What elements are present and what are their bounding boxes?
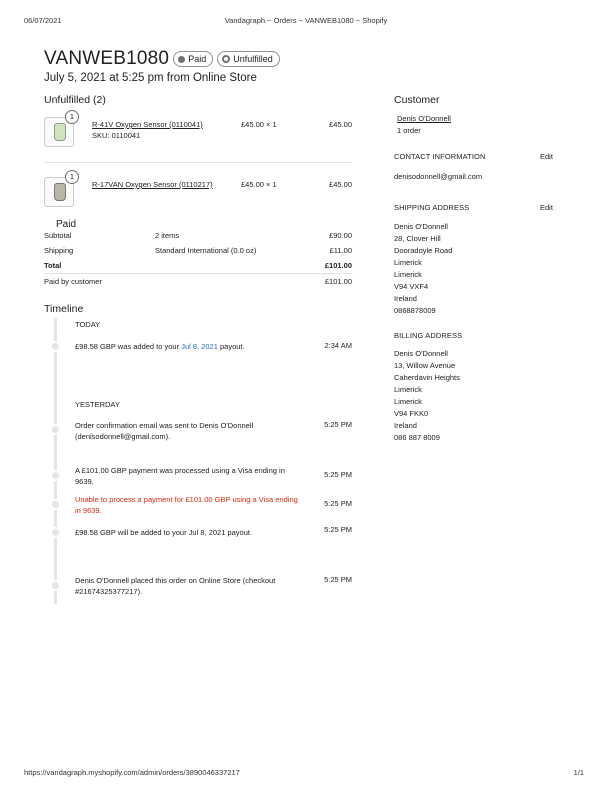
timeline-dot	[50, 341, 61, 352]
timeline-title: Timeline	[44, 303, 84, 315]
timeline-dot	[50, 470, 61, 481]
total-value: £101.00	[324, 261, 352, 270]
timeline-time: 5:25 PM	[324, 470, 352, 479]
order-number: VANWEB1080	[44, 48, 170, 69]
product-sku: SKU: 0110041	[92, 131, 141, 140]
total-row	[44, 261, 352, 273]
timeline-time: 5:25 PM	[324, 575, 352, 584]
timeline-day-yesterday: YESTERDAY	[75, 400, 120, 409]
contact-info-heading: CONTACT INFORMATION	[394, 152, 486, 161]
line-item	[44, 112, 352, 151]
print-page-number: 1/1	[573, 768, 584, 777]
customer-orders: 1 order	[397, 126, 421, 135]
address-line: 086 887 8009	[394, 433, 440, 442]
paid-value: £101.00	[324, 277, 352, 286]
timeline-event: £98.58 GBP will be added to your Jul 8, 2021 payout.	[75, 528, 253, 537]
timeline-event-error: Unable to process a payment for £101.00 GBP using a Visa ending in 9639.	[75, 495, 298, 515]
timeline-dot	[50, 424, 61, 435]
shipping-row	[44, 246, 352, 258]
line-total: £45.00	[329, 120, 352, 129]
line-item	[44, 172, 352, 211]
address-line: 0868878009	[394, 306, 436, 315]
print-date: 06/07/2021	[24, 16, 62, 25]
address-line: Ireland	[394, 421, 417, 430]
customer-summary	[397, 113, 557, 137]
payment-title: Paid	[56, 219, 77, 230]
address-line: Dooradoyle Road	[394, 246, 453, 255]
unit-price: £45.00 × 1	[241, 120, 277, 129]
address-line: Denis O'Donnell	[394, 222, 448, 231]
product-link[interactable]: R-41V Oxygen Sensor (0110041)	[92, 120, 203, 129]
unit-price: £45.00 × 1	[241, 180, 277, 189]
edit-contact-button[interactable]: Edit	[540, 152, 553, 161]
shipping-address	[394, 221, 554, 317]
payment-status-badge	[173, 51, 213, 67]
order-header	[44, 48, 280, 70]
unfulfilled-ring-icon	[222, 55, 230, 63]
timeline-time: 5:25 PM	[324, 525, 352, 534]
product-thumbnail[interactable]	[44, 112, 75, 147]
sensor-image-icon	[54, 123, 66, 141]
timeline-time: 2:34 AM	[324, 341, 352, 350]
edit-shipping-button[interactable]: Edit	[540, 203, 553, 212]
timeline-event: £98.58 GBP was added to your Jul 8, 2021 payout.	[75, 342, 245, 351]
subtotal-label: Subtotal	[44, 231, 72, 240]
address-line: V94 VXF4	[394, 282, 429, 291]
divider	[44, 162, 352, 163]
billing-address	[394, 348, 554, 444]
address-line: 13, Willow Avenue	[394, 361, 456, 370]
timeline-dot	[50, 527, 61, 538]
shipping-address-heading: SHIPPING ADDRESS	[394, 203, 470, 212]
paid-dot-icon	[178, 56, 185, 63]
address-line: V94 FKK0	[394, 409, 429, 418]
print-url: https://vandagraph.myshopify.com/admin/orders/3890046337217	[24, 768, 240, 777]
payment-status-label: Paid	[188, 54, 207, 64]
line-total: £45.00	[329, 180, 352, 189]
timeline-event: Order confirmation email was sent to Denis O'Donnell (denisodonnell@gmail.com).	[75, 421, 254, 441]
timeline-time: 5:25 PM	[324, 420, 352, 429]
quantity-badge: 1	[65, 110, 79, 124]
subtotal-value: £90.00	[329, 231, 352, 240]
address-line: Ireland	[394, 294, 417, 303]
paid-row	[44, 277, 352, 289]
timeline-time: 5:25 PM	[324, 499, 352, 508]
shipping-value: £11.00	[329, 246, 352, 255]
address-line: Denis O'Donnell	[394, 349, 448, 358]
paid-label: Paid by customer	[44, 277, 102, 286]
address-line: 28, Clover Hill	[394, 234, 441, 243]
address-line: Limerick	[394, 385, 422, 394]
timeline-event: A £101.00 GBP payment was processed using a Visa ending in 9639.	[75, 466, 285, 486]
total-label: Total	[44, 261, 62, 270]
timeline-line	[54, 318, 57, 604]
subtotal-row	[44, 231, 352, 243]
timeline-event: Denis O'Donnell placed this order on Online Store (checkout #21674325377217).	[75, 576, 276, 596]
contact-email[interactable]: denisodonnell@gmail.com	[394, 172, 483, 181]
payout-link[interactable]: Jul 8, 2021	[181, 342, 218, 351]
address-line: Caherdavin Heights	[394, 373, 460, 382]
sensor-image-icon	[54, 183, 66, 201]
fulfillment-status-badge	[217, 51, 280, 67]
print-title: Vandagraph ~ Orders ~ VANWEB1080 ~ Shopify	[224, 16, 388, 25]
subtotal-items: 2 items	[155, 231, 180, 240]
address-line: Limerick	[394, 258, 422, 267]
address-line: Limerick	[394, 270, 422, 279]
timeline-day-today: TODAY	[75, 320, 101, 329]
unfulfilled-title: Unfulfilled (2)	[44, 94, 106, 106]
customer-title: Customer	[394, 94, 440, 106]
address-line: Limerick	[394, 397, 422, 406]
billing-address-heading: BILLING ADDRESS	[394, 331, 463, 340]
fulfillment-status-label: Unfulfilled	[233, 54, 273, 64]
divider	[44, 273, 352, 274]
timeline-dot	[50, 580, 61, 591]
order-date: July 5, 2021 at 5:25 pm from Online Store	[44, 72, 257, 84]
product-link[interactable]: R-17VAN Oxygen Sensor (0110217)	[92, 180, 213, 189]
shipping-method: Standard International (0.0 oz)	[155, 246, 257, 255]
customer-name-link[interactable]: Denis O'Donnell	[397, 114, 451, 123]
quantity-badge: 1	[65, 170, 79, 184]
timeline-dot	[50, 499, 61, 510]
product-thumbnail[interactable]	[44, 172, 75, 207]
shipping-label: Shipping	[44, 246, 74, 255]
